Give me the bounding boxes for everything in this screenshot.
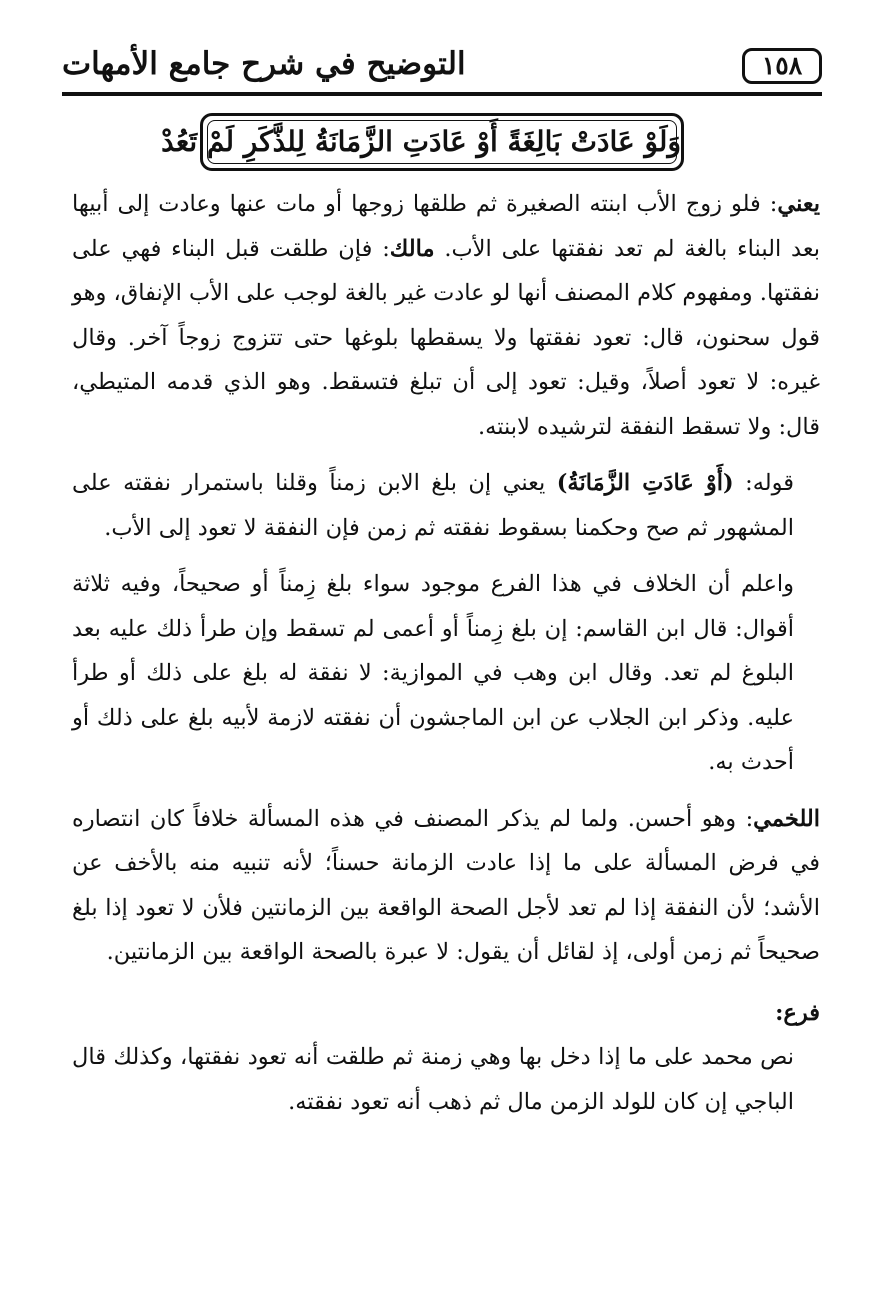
header-rule	[62, 92, 822, 96]
paragraph-3: واعلم أن الخلاف في هذا الفرع موجود سواء بلغ زِمناً أو صحيحاً، وفيه ثلاثة أقوال: قال ابن القاسم: إن بلغ زِمناً أو أعمى لم تسقط وإن طرأ ذلك عليه بعد البلوغ لم تعد. وقال ابن وهب في الموازية: لا نفقة له بلغ على ذلك أو طرأ عليه. وذكر ابن الجلاب عن ابن الماجشون أن نفقته لازمة لأبيه بلغ على ذلك أو أحدث به.	[72, 571, 794, 775]
keyword-lakhmi: اللخمي	[753, 805, 820, 832]
paragraph-1-text-b: : فإن طلقت قبل البناء فهي على نفقتها. ومفهوم كلام المصنف أنها لو عادت غير بالغة لوجب على الأب الإنفاق، وهو قول سحنون، قال: تعود نفقتها ولا يسقطها بلوغها حتى تتزوج زوجاً آخر. وقال غيره: لا تعود أصلاً، وقيل: تعود إلى أن تبلغ فتسقط. وهو الذي قدمه المتيطي، قال: ولا تسقط النفقة لترشيده لابنته.	[72, 235, 820, 440]
page-number: ١٥٨	[742, 48, 822, 84]
section-heading-far: فرع:	[775, 999, 820, 1026]
paragraph-1-text-a: : فلو زوج الأب ابنته الصغيرة ثم طلقها زوجها أو مات عنها وعادت إلى أبيها بعد البناء بالغة لم تعد نفقتها على الأب.	[72, 191, 820, 262]
keyword-malik: مالك	[389, 235, 435, 262]
paragraph-2-text: يعني إن بلغ الابن زمناً وقلنا باستمرار نفقته على المشهور ثم صح وحكمنا بسقوط نفقته ثم زمن فإن النفقة لا تعود إلى الأب.	[72, 470, 794, 541]
paragraph-4-text: : وهو أحسن. ولما لم يذكر المصنف في هذه المسألة خلافاً كان انتصاره في فرض المسألة على ما إذا عادت الزمانة حسناً؛ لأنه تنبيه منه بالأخف عن الأشد؛ لأن النفقة إذا لم تعد لأجل الصحة الواقعة بين الزمانتين فلأن لا تعود إذا بلغ صحيحاً ثم زمن أولى، إذ لقائل أن يقول: لا عبرة بالصحة الواقعة بين الزمانتين.	[72, 805, 820, 965]
book-title: التوضيح في شرح جامع الأمهات	[62, 46, 466, 82]
paragraph-5: نص محمد على ما إذا دخل بها وهي زمنة ثم طلقت أنه تعود نفقتها، وكذلك قال الباجي إن كان للولد الزمن مال ثم ذهب أنه تعود نفقته.	[72, 1044, 794, 1115]
paragraph-2-lead: قوله:	[733, 470, 795, 496]
running-header	[62, 40, 822, 98]
keyword-yani: يعني	[777, 191, 820, 217]
paragraph-1	[72, 182, 820, 449]
quoted-matn: (أَوْ عَادَتِ الزَّمَانَةُ)	[556, 470, 734, 496]
matn-frame	[161, 113, 684, 171]
matn-text: وَلَوْ عَادَتْ بَالِغَةً أَوْ عَادَتِ الزَّمَانَةُ لِلذَّكَرِ لَمْ تَعُدْ	[161, 125, 681, 158]
commentary-body	[72, 182, 820, 1124]
paragraph-4	[72, 797, 820, 975]
paragraph-2	[72, 461, 820, 550]
